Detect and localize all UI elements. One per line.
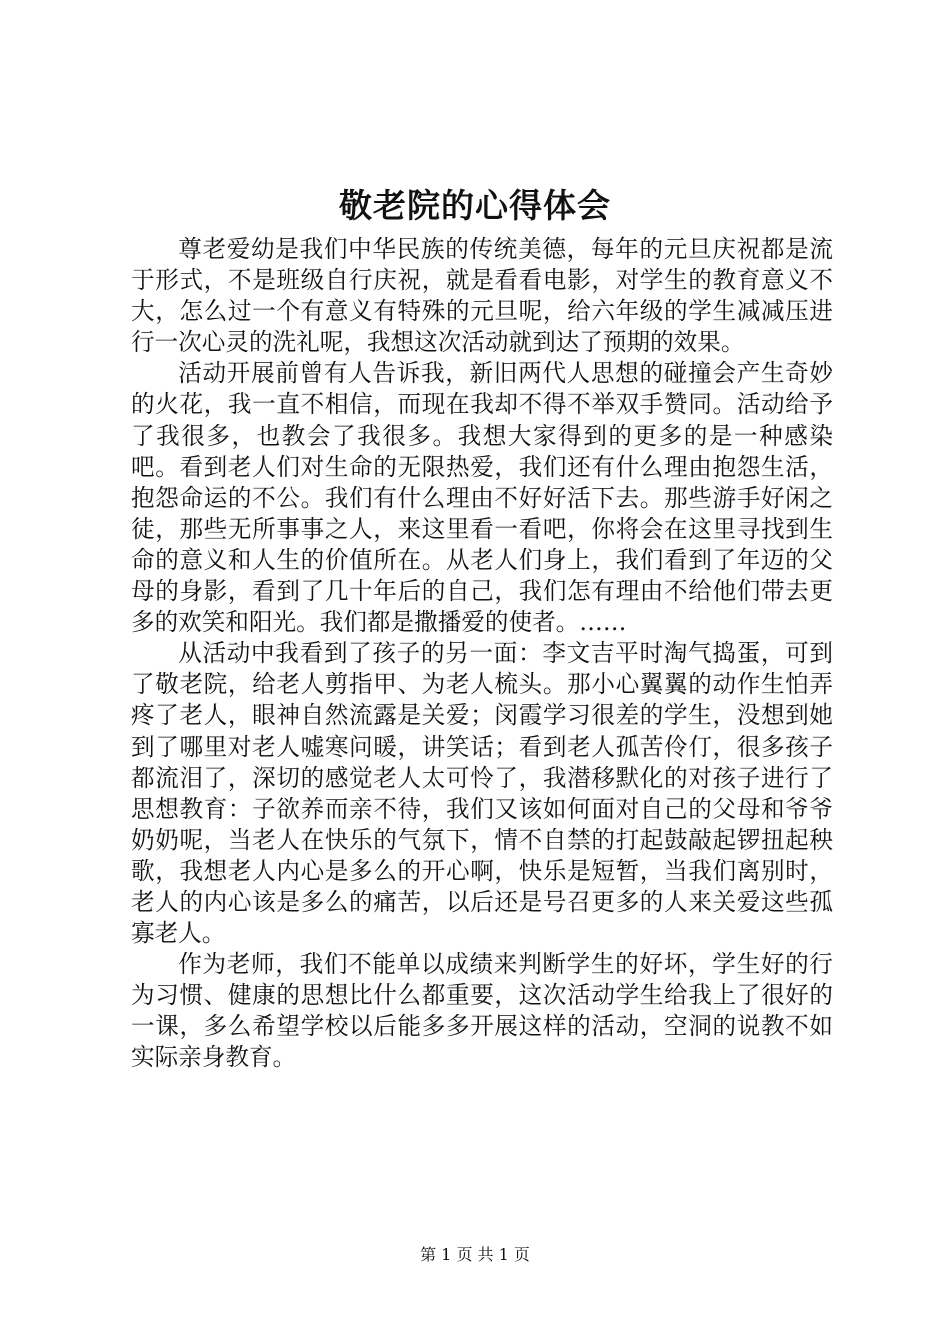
page-number-footer: 第 1 页 共 1 页	[420, 1245, 530, 1264]
paragraph-1: 尊老爱幼是我们中华民族的传统美德，每年的元旦庆祝都是流于形式，不是班级自行庆祝，就是看看电影，对学生的教育意义不大，怎么过一个有意义有特殊的元旦呢，给六年级的学生减减压进行一次心灵的洗礼呢，我想这次活动就到达了预期的效果。	[131, 235, 833, 357]
paragraph-4: 作为老师，我们不能单以成绩来判断学生的好坏，学生好的行为习惯、健康的思想比什么都重要，这次活动学生给我上了很好的一课，多么希望学校以后能多多开展这样的活动，空洞的说教不如实际亲身教育。	[131, 950, 833, 1072]
paragraph-3: 从活动中我看到了孩子的另一面：李文吉平时淘气捣蛋，可到了敬老院，给老人剪指甲、为老人梳头。那小心翼翼的动作生怕弄疼了老人，眼神自然流露是关爱；闵霞学习很差的学生，没想到她到了哪里对老人嘘寒问暖，讲笑话；看到老人孤苦伶仃，很多孩子都流泪了，深切的感觉老人太可怜了，我潜移默化的对孩子进行了思想教育：子欲养而亲不待，我们又该如何面对自己的父母和爷爷奶奶呢，当老人在快乐的气氛下，情不自禁的打起鼓敲起锣扭起秧歌，我想老人内心是多么的开心啊，快乐是短暂，当我们离别时，老人的内心该是多么的痛苦，以后还是号召更多的人来关爱这些孤寡老人。	[131, 639, 833, 948]
document-body	[131, 234, 833, 1074]
document-title: 敬老院的心得体会	[339, 186, 611, 225]
paragraph-2: 活动开展前曾有人告诉我，新旧两代人思想的碰撞会产生奇妙的火花，我一直不相信，而现在我却不得不举双手赞同。活动给予了我很多，也教会了我很多。我想大家得到的更多的是一种感染吧。看到老人们对生命的无限热爱，我们还有什么理由抱怨生活，抱怨命运的不公。我们有什么理由不好好活下去。那些游手好闲之徒，那些无所事事之人，来这里看一看吧，你将会在这里寻找到生命的意义和人生的价值所在。从老人们身上，我们看到了年迈的父母的身影，看到了几十年后的自己，我们怎有理由不给他们带去更多的欢笑和阳光。我们都是撒播爱的使者。……	[131, 359, 833, 637]
